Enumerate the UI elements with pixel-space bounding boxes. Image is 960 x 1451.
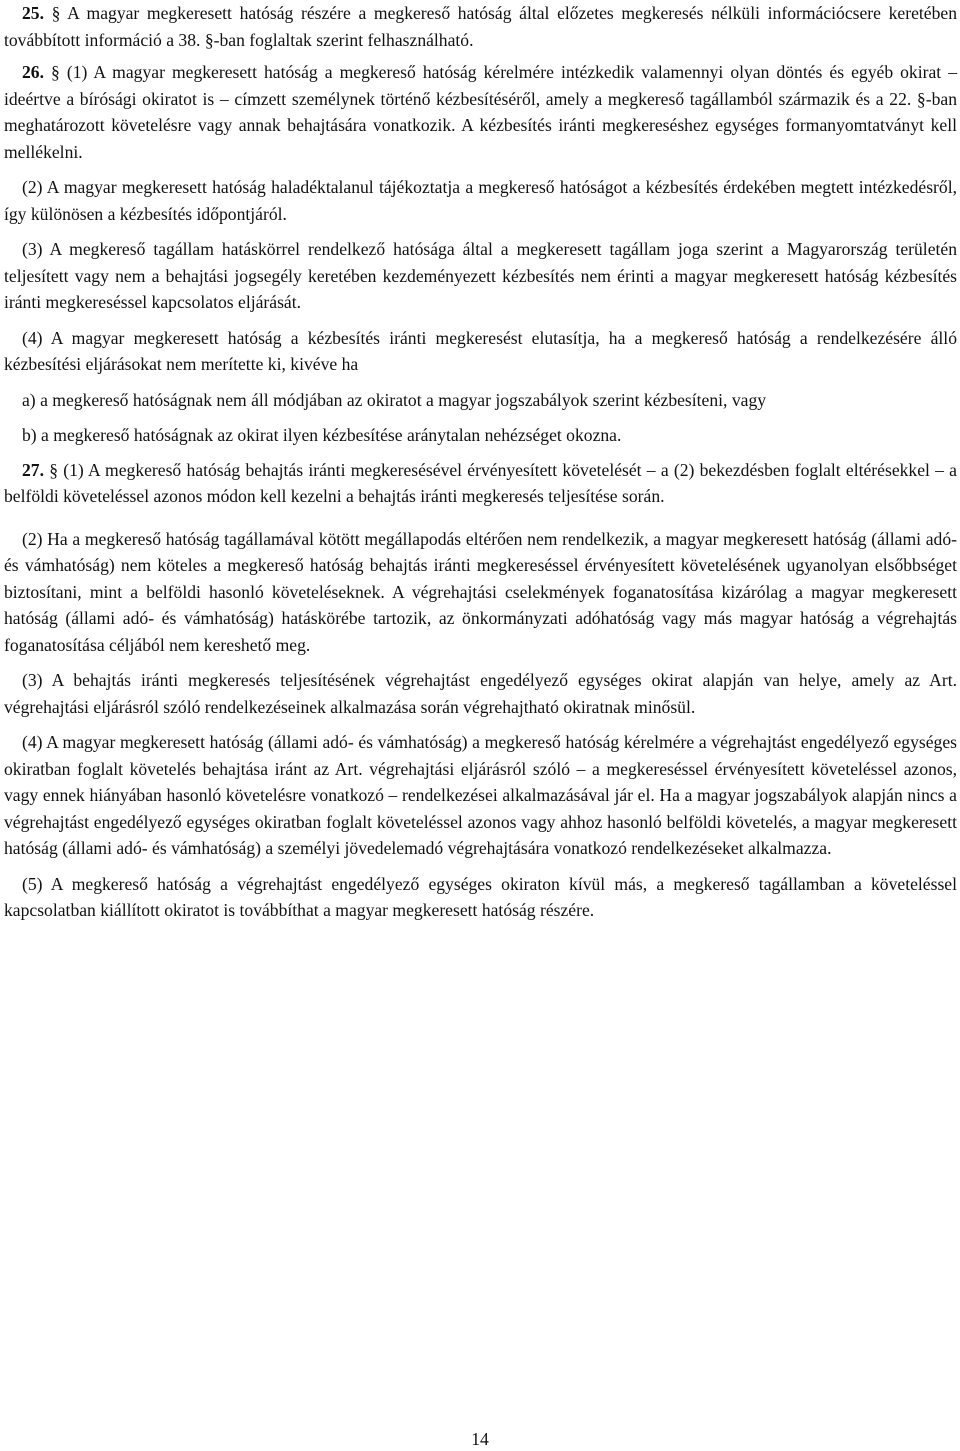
page-number: 14 — [471, 1429, 489, 1449]
section-27-paragraph-1 — [4, 457, 957, 510]
section-27-paragraph-2: (2) Ha a megkereső hatóság tagállamával kötött megállapodás eltérően nem rendelkezik, a magyar megkeresett hatóság (állami adó- és vámhatóság) nem köteles a megkereső hatóság behajtás iránti megkereséssel érvényesített követelésének ugyanolyan elsőbbséget biztosítani, mint a belföldi hasonló követeléseknek. A végrehajtási cselekmények foganatosítása kizárólag a magyar megkeresett hatóság (állami adó- és vámhatóság) hatáskörébe tartozik, az önkormányzati adóhatóság vagy más magyar hatóság a végrehajtás foganatosítása céljából nem kereshető meg. — [4, 528, 957, 655]
section-27-paragraph-5: (5) A megkereső hatóság a végrehajtást engedélyező egységes okiraton kívül más, a megkereső tagállamban a követeléssel kapcsolatban kiállított okiratot is továbbíthat a magyar megkeresett hatóság részére. — [4, 873, 957, 920]
paragraph-text: § (1) A magyar megkeresett hatóság a megkereső hatóság kérelmére intézkedik valamennyi olyan döntés és egyéb okirat – ideértve a bírósági okiratot is – címzett személynek történő kézbesítéséről, amely a megkereső tagállamból származik és a 22. §-ban meghatározott követelésre vagy annak behajtására vonatkozik. A kézbesítés iránti megkereséshez egységes formanyomtatványt kell mellékelni. — [4, 62, 957, 162]
section-26-point-a: a) a megkereső hatóságnak nem áll módjában az okiratot a magyar jogszabályok szerint kézbesíteni, vagy — [22, 389, 767, 410]
section-26-point-b: b) a megkereső hatóságnak az okirat ilyen kézbesítése aránytalan nehézséget okozna. — [22, 425, 622, 445]
section-number: 27. — [22, 459, 44, 480]
paragraph-text: § A magyar megkeresett hatóság részére a megkereső hatóság által előzetes megkeresés nélküli információcsere keretében továbbított információ a 38. §-ban foglaltak szerint felhasználható. — [4, 3, 957, 50]
section-26-paragraph-4: (4) A magyar megkeresett hatóság a kézbesítés iránti megkeresést elutasítja, ha a megkereső hatóság a rendelkezésére álló kézbesítési eljárásokat nem merítette ki, kivéve ha — [4, 327, 957, 374]
paragraph-text: § (1) A megkereső hatóság behajtás iránti megkeresésével érvényesített követelését – a (2) bekezdésben foglalt eltérésekkel – a belföldi követeléssel azonos módon kell kezelni a behajtás iránti megkeresés teljesítése során. — [4, 459, 957, 506]
section-number: 25. — [22, 3, 44, 23]
section-25 — [4, 0, 957, 53]
section-27-paragraph-3: (3) A behajtás iránti megkeresés teljesítésének végrehajtást engedélyező egységes okirat alapján van helye, amely az Art. végrehajtási eljárásról szóló rendelkezéseinek alkalmazása során végrehajtható okiratnak minősül. — [4, 670, 957, 717]
section-27-paragraph-4: (4) A magyar megkeresett hatóság (állami adó- és vámhatóság) a megkereső hatóság kérelmére a végrehajtást engedélyező egységes okiratban foglalt követelés behajtása iránt az Art. végrehajtási eljárásról szóló – a megkereséssel érvényesített követeléssel azonos, vagy ennek hiányában hasonló követelésre vonatkozó – rendelkezései alkalmazásával jár el. Ha a magyar jogszabályok alapján nincs a végrehajtást engedélyező egységes okiratban foglalt követeléssel azonos vagy ahhoz hasonló belföldi követelés, a magyar megkeresett hatóság (állami adó- és vámhatóság) a személyi jövedelemadó végrehajtására vonatkozó rendelkezéseket alkalmazza. — [4, 732, 957, 858]
document-page — [4, 0, 957, 924]
section-26-paragraph-2: (2) A magyar megkeresett hatóság haladéktalanul tájékoztatja a megkereső hatóságot a kézbesítés érdekében megtett intézkedésről, így különösen a kézbesítés időpontjáról. — [4, 177, 957, 224]
section-number: 26. — [22, 62, 44, 82]
section-26-paragraph-1 — [4, 59, 957, 165]
section-26-paragraph-3: (3) A megkereső tagállam hatáskörrel rendelkező hatósága által a megkeresett tagállam joga szerint a Magyarország területén teljesített vagy nem a behajtási jogsegély keretében kezdeményezett kézbesítés nem érinti a magyar megkeresett hatóság kézbesítés iránti megkereséssel kapcsolatos eljárását. — [4, 239, 957, 312]
